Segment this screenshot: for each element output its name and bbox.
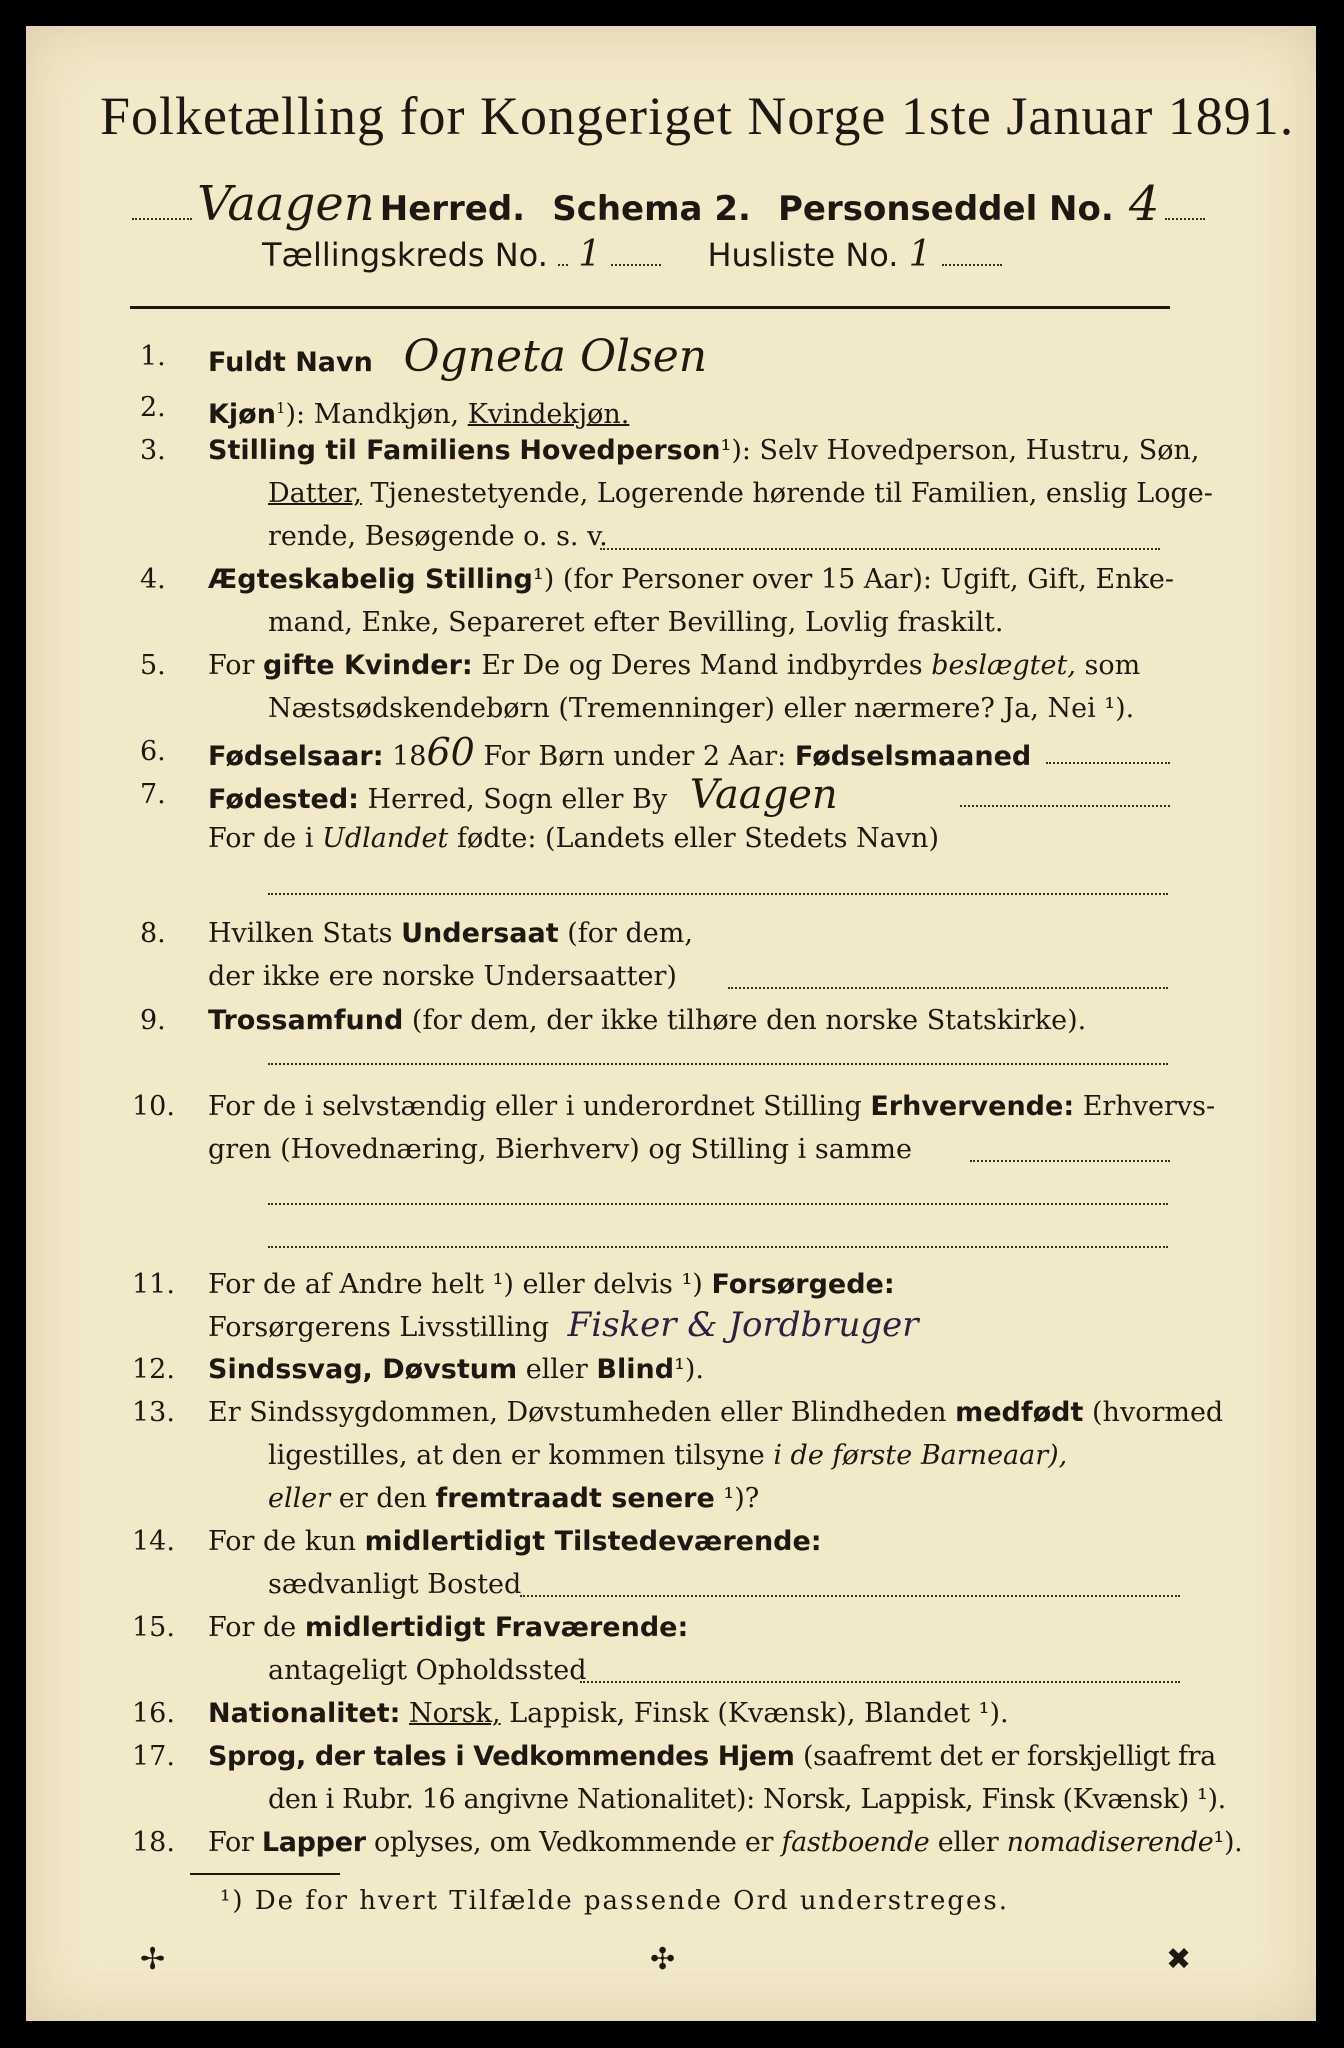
- disability-label: Sindssvag, Døvstum: [208, 1354, 518, 1385]
- religion-text: (for dem, der ikke tilhøre den norske Statskirke).: [411, 1005, 1087, 1036]
- married-women-label: gifte Kvinder:: [263, 650, 473, 681]
- provider-occupation-label: Forsørgerens Livsstilling: [208, 1312, 550, 1343]
- item-number: 11.: [132, 1269, 175, 1300]
- congenital-text-2: ligestilles, at den er kommen tilsyne: [268, 1440, 765, 1471]
- item-14-dotted-fill: [520, 1595, 1180, 1597]
- taellingskreds-number-handwritten: 1: [578, 234, 602, 275]
- item-number: 13.: [132, 1397, 175, 1428]
- item-number: 5.: [140, 650, 166, 681]
- birthplace-options: Herred, Sogn eller By: [367, 784, 668, 815]
- herred-label: Herred.: [379, 189, 526, 229]
- birth-year-handwritten: 60: [426, 730, 475, 774]
- disability-footnote: ¹).: [674, 1354, 705, 1385]
- lapps-italic-1: fastboende: [781, 1827, 930, 1858]
- item-number: 17.: [132, 1741, 175, 1772]
- family-position-options-2: Tjenestetyende, Logerende hørende til Familien, enslig Loge-: [370, 478, 1213, 509]
- birth-month-label: Fødselsmaaned: [794, 741, 1032, 772]
- taellingskreds-label: Tællingskreds No.: [262, 236, 548, 274]
- item-number: 1.: [140, 341, 166, 372]
- temporary-present-prefix: For de kun: [208, 1526, 356, 1557]
- taellingskreds-line: [262, 234, 1002, 278]
- lapps-footnote: ¹).: [1213, 1827, 1243, 1858]
- taellingskreds-dots-a: [558, 264, 568, 266]
- item-number: 6.: [140, 736, 166, 767]
- family-position-options-3: rende, Besøgende o. s. v.: [268, 521, 608, 552]
- abroad-italic: Udlandet: [322, 823, 449, 854]
- temporary-present-label: midlertidigt Tilstedeværende:: [364, 1526, 822, 1557]
- sex-options: ): Mandkjøn,: [285, 399, 460, 430]
- item-number: 16.: [132, 1698, 175, 1729]
- item-8-dotted-fill: [728, 987, 1168, 989]
- item-number: 18.: [132, 1827, 175, 1858]
- nationality-label: Nationalitet:: [208, 1698, 401, 1729]
- item-number: 14.: [132, 1526, 175, 1557]
- usual-residence-label: sædvanligt Bosted: [268, 1569, 522, 1600]
- item-number: 10.: [132, 1091, 175, 1122]
- item-number: 8.: [140, 918, 166, 949]
- probable-stay-label: antageligt Opholdssted: [268, 1655, 587, 1686]
- marital-status-label: Ægteskabelig Stilling: [208, 564, 533, 595]
- sex-label: Kjøn: [208, 399, 276, 430]
- abroad-text: fødte: (Landets eller Stedets Navn): [456, 823, 939, 854]
- occupation-text-1: Erhvervs-: [1082, 1091, 1216, 1122]
- language-label: Sprog, der tales i Vedkommendes Hjem: [208, 1741, 795, 1772]
- birthplace-label: Fødested:: [208, 784, 359, 815]
- religion-label: Trossamfund: [208, 1005, 404, 1036]
- married-women-prefix: For: [208, 650, 255, 681]
- item-10-dotted-line-1: [268, 1203, 1168, 1205]
- item-9-dotted-line: [268, 1063, 1168, 1065]
- lapps-italic-2: nomadiserende: [1006, 1827, 1214, 1858]
- item-number: 3.: [140, 435, 166, 466]
- citizenship-prefix: Hvilken Stats: [208, 918, 393, 949]
- full-name-label: Fuldt Navn: [208, 347, 373, 378]
- acquired-later-label: fremtraadt senere: [435, 1483, 715, 1514]
- personseddel-number-handwritten: 4: [1128, 176, 1160, 232]
- congenital-italic: i de første Barneaar),: [773, 1440, 1068, 1471]
- lapps-label: Lapper: [261, 1827, 366, 1858]
- language-text-1: (saafremt det er forskjelligt fra: [803, 1741, 1216, 1772]
- family-position-options-1: ¹): Selv Hovedperson, Hustru, Søn,: [720, 435, 1200, 466]
- birth-month-question: For Børn under 2 Aar:: [483, 741, 787, 772]
- congenital-text-3: er den: [338, 1483, 427, 1514]
- form-title: Folketælling for Kongeriget Norge 1ste Januar 1891.: [100, 86, 1295, 146]
- ornament-center-icon: ✣: [650, 1942, 676, 1977]
- husliste-number-handwritten: 1: [908, 234, 932, 275]
- nationality-options: Lappisk, Finsk (Kvænsk), Blandet ¹).: [509, 1698, 1009, 1729]
- item-7-dotted-line: [268, 893, 1168, 895]
- personseddel-label: Personseddel No.: [777, 189, 1114, 229]
- item-number: 12.: [132, 1354, 175, 1385]
- temporary-absent-prefix: For de: [208, 1612, 297, 1643]
- supported-label: Forsørgede:: [711, 1269, 895, 1300]
- ornament-left-icon: ✢: [140, 1942, 166, 1977]
- full-name-handwritten: Ogneta Olsen: [403, 331, 708, 382]
- disability-or: eller: [525, 1354, 588, 1385]
- footnote: ¹) De for hvert Tilfælde passende Ord understreges.: [220, 1886, 1010, 1916]
- married-women-question: Er De og Deres Mand indbyrdes: [481, 650, 923, 681]
- item-number: 9.: [140, 1005, 166, 1036]
- schema-label: Schema 2.: [552, 189, 751, 229]
- congenital-prefix: Er Sindssygdommen, Døvstumheden eller Blindheden: [208, 1397, 947, 1428]
- sex-footnote-mark: 1: [275, 399, 286, 417]
- item-6-dotted-fill: [1046, 762, 1170, 764]
- lapps-text-2: eller: [937, 1827, 999, 1858]
- taellingskreds-dots-b: [611, 264, 661, 266]
- provider-occupation-handwritten: Fisker & Jordbruger: [567, 1305, 919, 1345]
- temporary-absent-label: midlertidigt Fraværende:: [304, 1612, 689, 1643]
- footnote-rule: [190, 1873, 340, 1875]
- congenital-text-1: (hvormed: [1092, 1397, 1224, 1428]
- family-position-selected-underlined: Datter,: [268, 478, 362, 509]
- item-7-dotted-fill: [960, 805, 1170, 807]
- item-3-dotted-fill: [600, 548, 1160, 550]
- header-rule: [130, 306, 1170, 309]
- item-number: 7.: [140, 779, 166, 810]
- ornament-right-icon: ✖: [1166, 1942, 1192, 1977]
- birth-year-prefix: 18: [392, 741, 427, 772]
- occupation-prefix: For de i selvstændig eller i underordnet Stilling: [208, 1091, 862, 1122]
- occupation-text-2: gren (Hovednæring, Bierhverv) og Stilling i samme: [208, 1134, 913, 1165]
- marital-status-options-2: mand, Enke, Separeret efter Bevilling, Lovlig fraskilt.: [268, 607, 1004, 638]
- blind-label: Blind: [596, 1354, 675, 1385]
- item-10-dotted-fill: [970, 1160, 1170, 1162]
- birth-year-label: Fødselsaar:: [208, 741, 384, 772]
- husliste-label: Husliste No.: [707, 236, 899, 274]
- item-number: 4.: [140, 564, 166, 595]
- occupation-label: Erhvervende:: [870, 1091, 1075, 1122]
- item-10-dotted-line-2: [268, 1246, 1168, 1248]
- sex-selected-underlined: Kvindekjøn.: [467, 399, 630, 430]
- item-number: 15.: [132, 1612, 175, 1643]
- personseddel-dots: [1165, 218, 1205, 220]
- item-15-dotted-fill: [580, 1681, 1180, 1683]
- citizenship-label: Undersaat: [401, 918, 559, 949]
- supported-prefix: For de af Andre helt ¹) eller delvis ¹): [208, 1269, 703, 1300]
- lapps-text-1: oplyses, om Vedkommende er: [374, 1827, 774, 1858]
- language-text-2: den i Rubr. 16 angivne Nationalitet): Norsk, Lappisk, Finsk (Kvænsk) ¹).: [268, 1784, 1226, 1815]
- birthplace-handwritten: Vaagen: [689, 772, 838, 818]
- herred-dots: [132, 218, 192, 220]
- item-number: 2.: [140, 392, 166, 423]
- congenital-italic-2: eller: [268, 1483, 331, 1514]
- abroad-prefix: For de i: [208, 823, 314, 854]
- husliste-dots: [942, 264, 1002, 266]
- nationality-selected-underlined: Norsk,: [409, 1698, 501, 1729]
- citizenship-text-1: (for dem,: [567, 918, 693, 949]
- herred-line: [132, 176, 1205, 232]
- lapps-prefix: For: [208, 1827, 254, 1858]
- herred-name-handwritten: Vaagen: [197, 176, 375, 232]
- married-women-question-2: Næstsødskendebørn (Tremenninger) eller nærmere? Ja, Nei ¹).: [268, 693, 1135, 724]
- citizenship-text-2: der ikke ere norske Undersaatter): [208, 961, 677, 992]
- married-women-question-end: som: [1084, 650, 1141, 681]
- congenital-text-4: ¹)?: [723, 1483, 760, 1514]
- married-women-italic: beslægtet,: [931, 650, 1076, 681]
- family-position-label: Stilling til Familiens: [208, 435, 511, 466]
- marital-status-options-1: ¹) (for Personer over 15 Aar): Ugift, Gift, Enke-: [532, 564, 1174, 595]
- congenital-label: medfødt: [955, 1397, 1084, 1428]
- family-position-label-2: Hovedperson: [519, 435, 721, 466]
